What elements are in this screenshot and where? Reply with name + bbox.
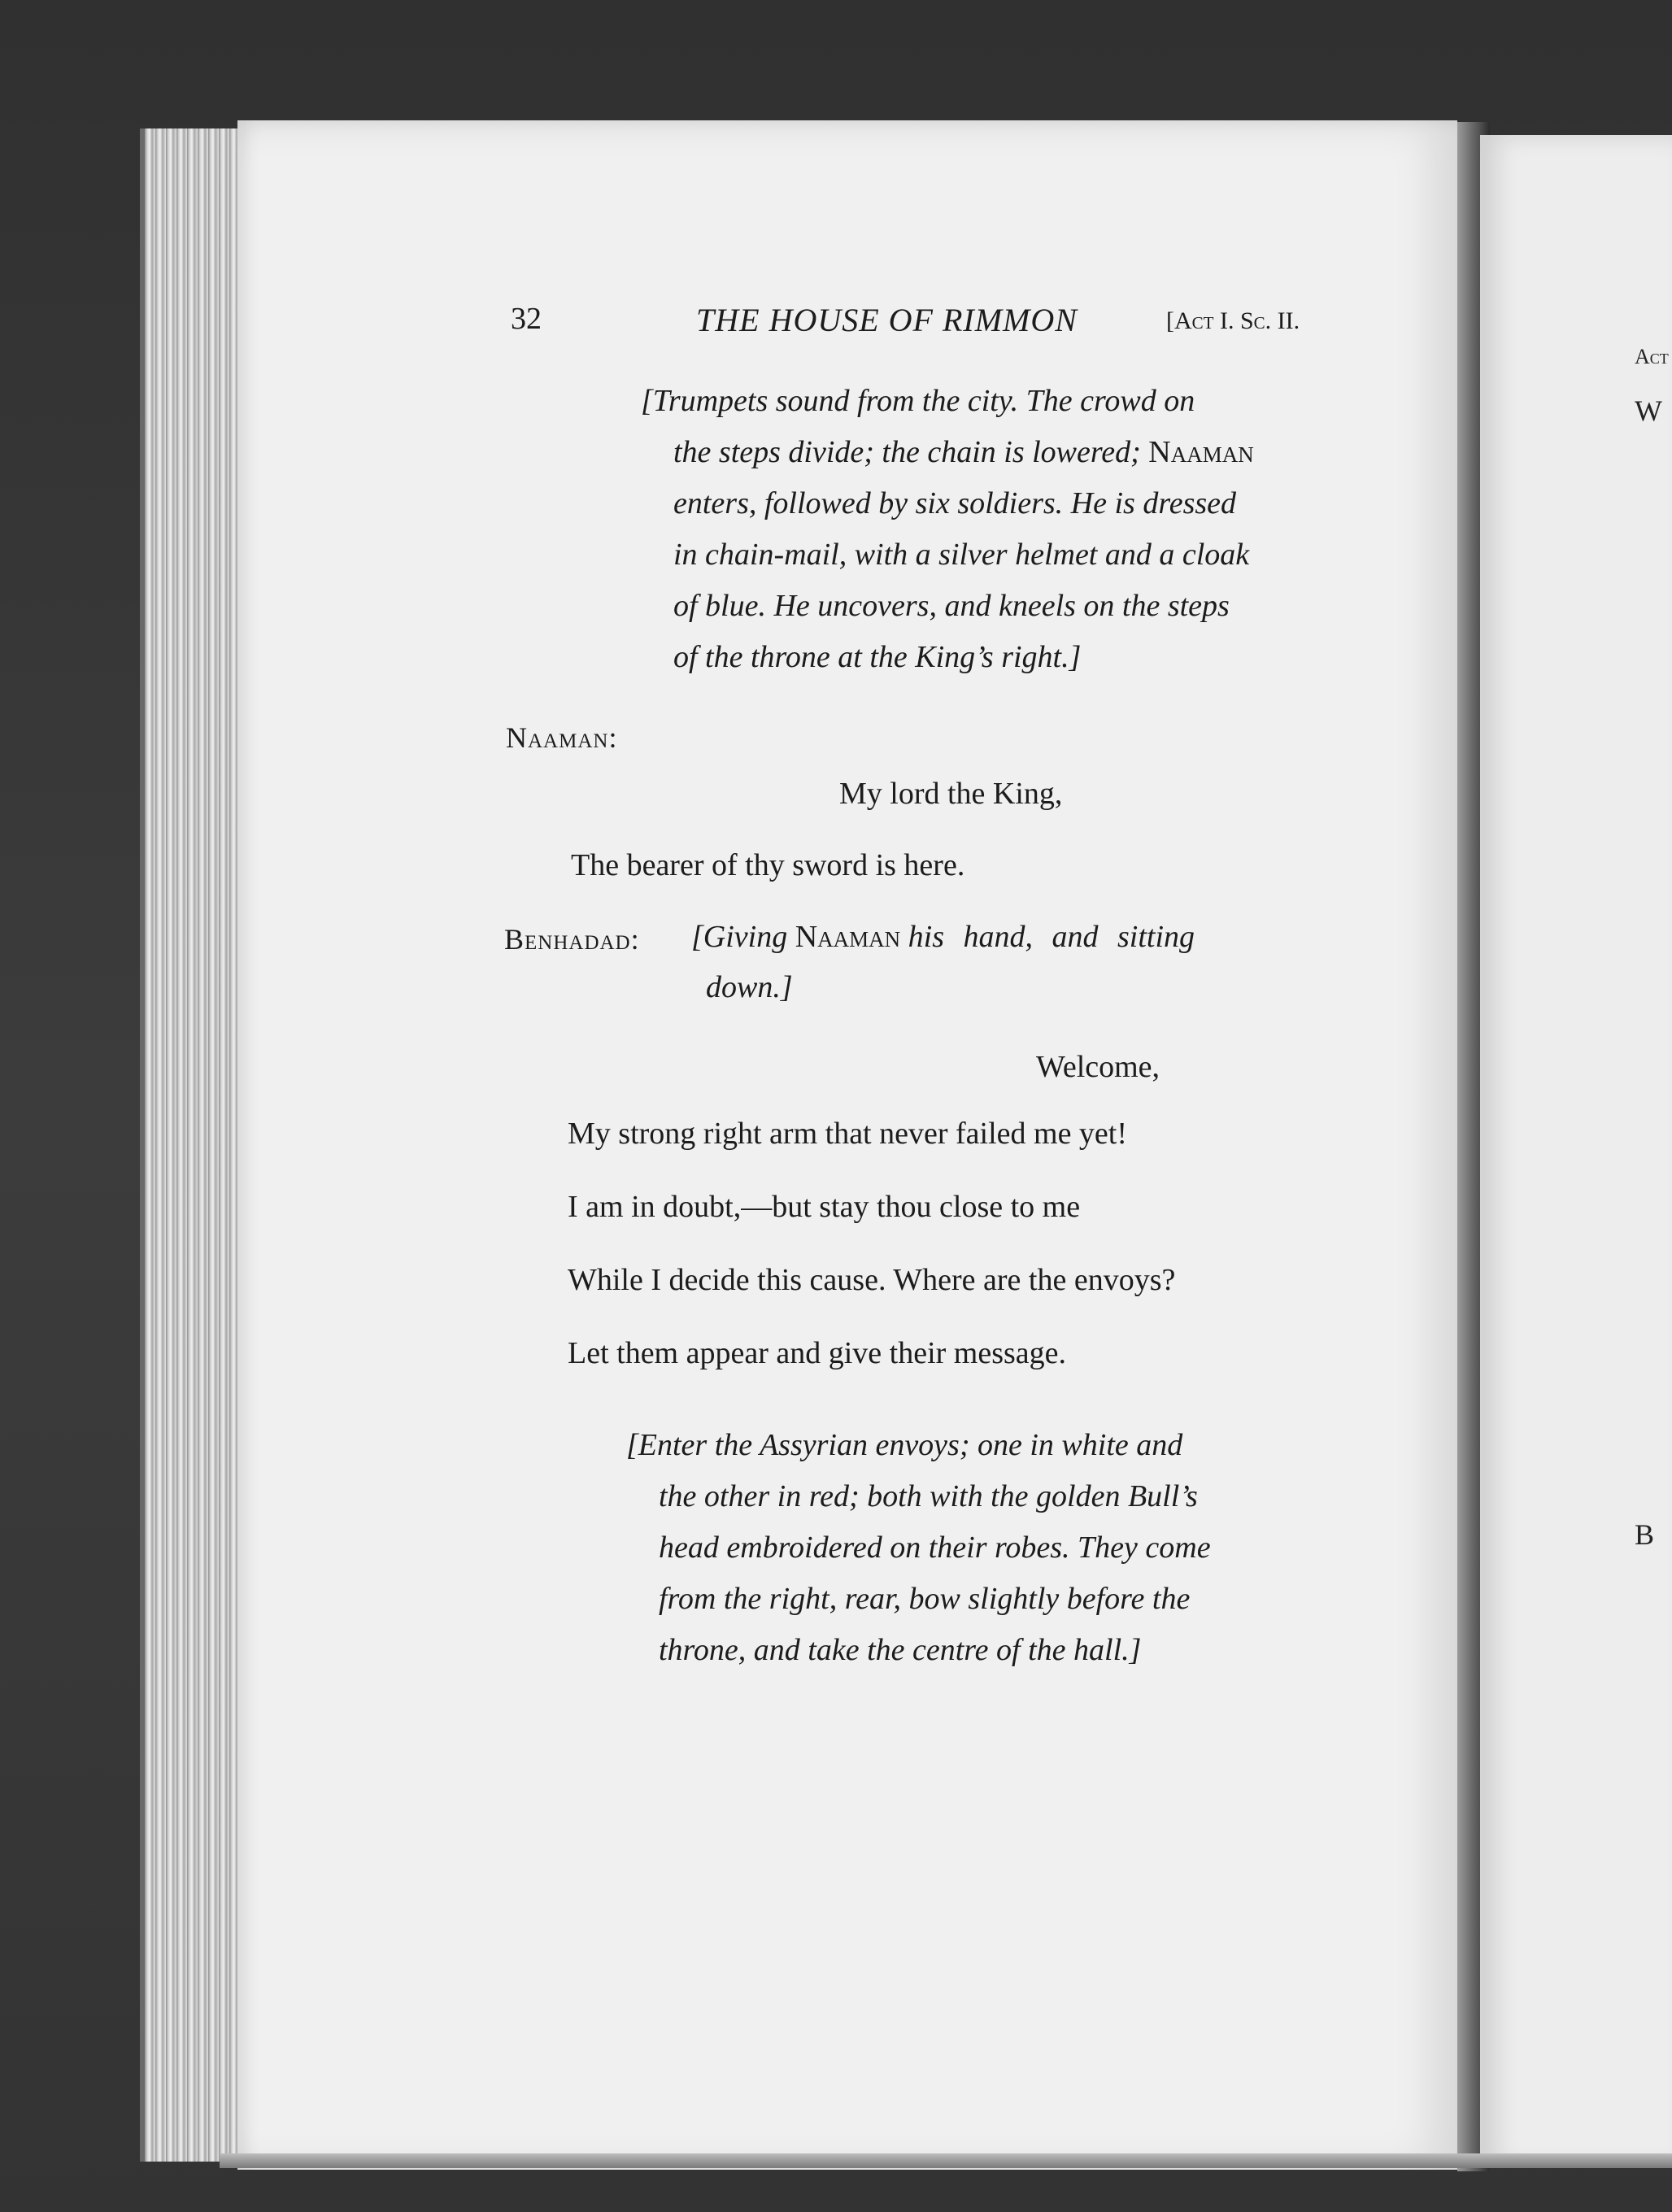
verse-line: Welcome, (1036, 1050, 1160, 1084)
verse-line: The bearer of thy sword is here. (571, 848, 965, 882)
stage-line (673, 427, 1254, 478)
stage-text: [Giving (691, 920, 788, 954)
stage-line: the other in red; both with the golden Bull’s (659, 1479, 1198, 1513)
character-name: Naaman (1148, 435, 1254, 469)
running-title: THE HOUSE OF RIMMON (696, 302, 1078, 338)
stage-text: the steps divide; the chain is lowered; (673, 435, 1141, 469)
stage-direction-1 (641, 376, 1254, 683)
stage-direction-2 (626, 1420, 1211, 1676)
book-bottom-edge (220, 2153, 1672, 2168)
inline-stage-direction-cont: down.] (706, 970, 793, 1004)
speaker-name: Benhadad: (504, 923, 640, 956)
facing-text-fragment-2: B (1635, 1518, 1655, 1551)
page-edges (140, 128, 250, 2162)
stage-line: throne, and take the centre of the hall.] (659, 1633, 1142, 1667)
verse-line: Let them appear and give their message. (568, 1336, 1067, 1370)
verse-line: My strong right arm that never failed me yet! (568, 1117, 1128, 1151)
verse-line: While I decide this cause. Where are the envoys? (568, 1263, 1176, 1297)
stage-line: in chain-mail, with a silver helmet and a cloak (673, 538, 1250, 572)
facing-text-fragment-1: W (1635, 394, 1662, 427)
page-number: 32 (511, 302, 542, 336)
stage-line: enters, followed by six soldiers. He is dressed (673, 486, 1237, 520)
stage-text: his hand, and sitting (908, 920, 1195, 954)
verse-line: My lord the King, (839, 777, 1063, 811)
stage-line: [Enter the Assyrian envoys; one in white and (626, 1428, 1183, 1462)
facing-header-fragment: Act (1635, 345, 1669, 368)
stage-line: from the right, rear, bow slightly before the (659, 1582, 1191, 1616)
act-scene-reference: [Act I. Sc. II. (1166, 307, 1300, 334)
stage-line: [Trumpets sound from the city. The crowd on (641, 384, 1195, 418)
verse-line: I am in doubt,—but stay thou close to me (568, 1190, 1081, 1224)
right-page (1480, 135, 1672, 2168)
stage-line: head embroidered on their robes. They come (659, 1531, 1211, 1565)
speaker-name: Naaman: (506, 721, 618, 754)
character-name: Naaman (795, 920, 901, 954)
inline-stage-direction (691, 919, 1195, 955)
stage-line: of blue. He uncovers, and kneels on the steps (673, 589, 1230, 623)
stage-line: of the throne at the King’s right.] (673, 640, 1082, 674)
page-header (511, 301, 1324, 342)
